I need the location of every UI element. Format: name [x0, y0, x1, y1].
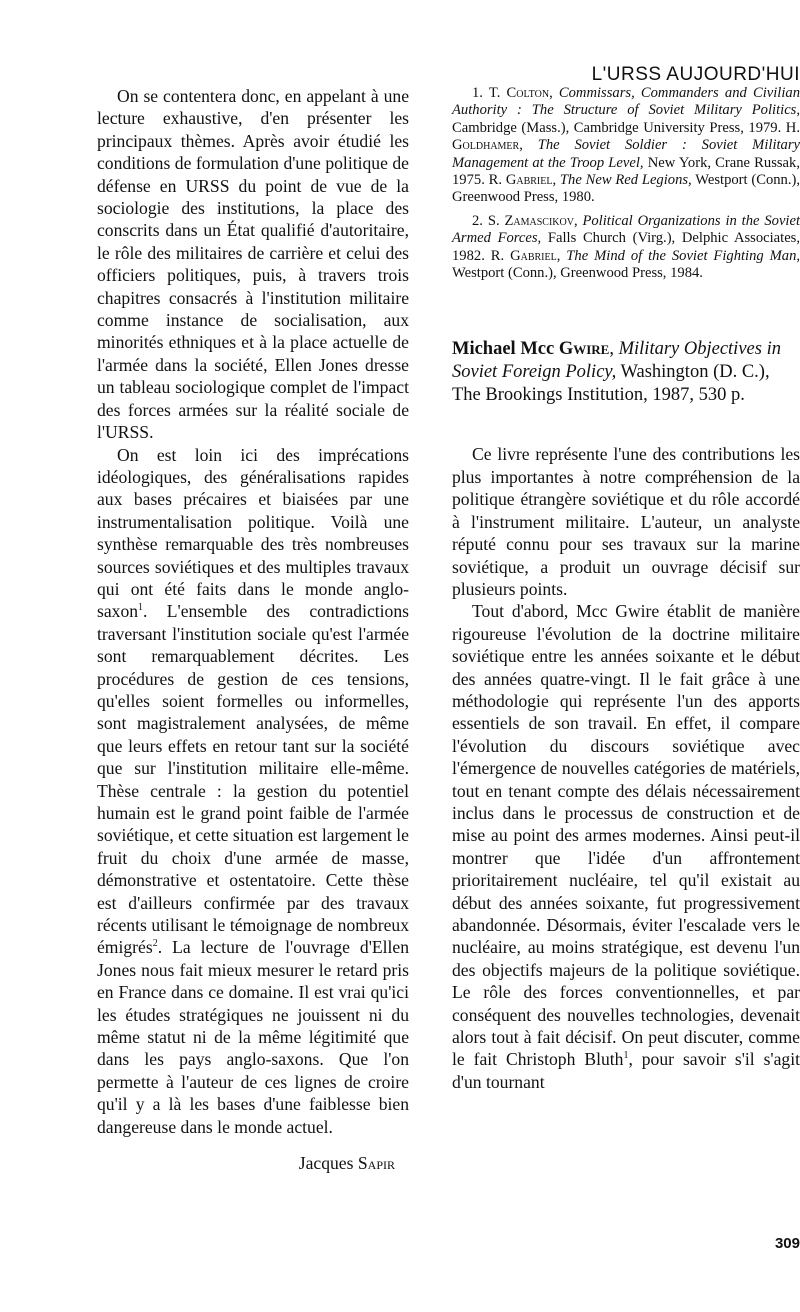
page-number: 309 — [774, 1235, 800, 1252]
running-head: L'URSS AUJOURD'HUI — [591, 64, 800, 85]
footnote-ref[interactable]: 1 — [623, 1050, 629, 1062]
footnote-ref[interactable]: 1 — [138, 602, 144, 614]
review-title: Military Objectives in Soviet Foreign Policy, — [452, 339, 781, 383]
review-heading: Michael Mcc Gwire, Military Objectives in Soviet Foreign Policy, Washington (D. C.), The Brookings Institution, 1987, 530 p. — [452, 339, 781, 406]
review-paragraph: Ce livre représente l'une des contributions les plus importantes à notre compréhension de la politique étrangère soviétique et du rôle accordé à l'instrument militaire. L'auteur, un analyste réputé connu pour ses travaux sur la marine soviétique, a produit un ouvrage décisif sur plusieurs points. — [452, 444, 800, 599]
footnote: 2. S. Zamascikov, Political Organizations in the Soviet Armed Forces, Falls Church (Virg.), Delphic Associates, 1982. R. Gabriel, The Mind of the Soviet Fighting Man, Westport (Conn.), Greenwood Press, 1984. — [452, 212, 800, 282]
review-publication: Washington (D. C.), The Brookings Institution, 1987, 530 p. — [452, 362, 770, 406]
review-paragraph: Tout d'abord, Mcc Gwire établit de manière rigoureuse l'évolution de la doctrine militaire soviétique entre les années soixante et le début des années quatre-vingt. Il le fait grâce à une méthodologie qui représente l'un des apports essentiels de son travail. En effet, il compare l'évolution du discours soviétique avec l'émergence de nouvelles catégories de matériels, tout en tenant compte des délais nécessairement inclus dans le processus de construction et de mise au point des armes modernes. Ainsi peut-il montrer que l'idée d'un affrontement prioritairement nucléaire, tel qu'il existait au début des années soixante, fut progressivement abandonnée. Désormais, éviter l'escalade vers le nucléaire, au moins stratégique, est devenu l'un des objectifs majeurs de la politique soviétique. Le rôle des forces conventionnelles, et par conséquent des nouvelles technologies, devenait alors tout à fait décisif. On peut discuter, comme le fait Christoph Bluth$^1$, pour savoir s'il s'agit d'un tournant — [452, 601, 800, 1092]
body-paragraph: On se contentera donc, en appelant à une lecture exhaustive, d'en présenter les principaux thèmes. Après avoir étudié les conditions de formulation d'une politique de défense en URSS du point de vue de la sociologie des institutions, la place des conscrits dans un État qualifié d'autoritaire, le rôle des militaires de carrière et celui des officiers politiques, puis, à travers trois chapitres consacrés à l'institution militaire comme instance de socialisation, aux minorités ethniques et à la place actuelle de l'armée dans la société, Ellen Jones dresse un tableau sociologique complet de l'impact des forces armées sur la réalité sociale de l'URSS. — [97, 86, 409, 443]
left-column — [97, 85, 409, 1174]
review-author: Michael Mcc Gwire — [452, 339, 610, 360]
right-column — [452, 85, 800, 1093]
footnote-ref[interactable]: 2 — [152, 938, 158, 950]
signature: Jacques Sapir — [298, 1153, 395, 1174]
footnotes — [452, 85, 800, 282]
body-paragraph: On est loin ici des imprécations idéologiques, des généralisations rapides aux bases précaires et biaisées par une instrumentalisation politique. Voilà une synthèse remarquable des très nombreuses sources soviétiques et des multiples travaux qui ont été faits dans le monde anglo-saxon$^1$. L'ensemble des contradictions traversant l'institution sociale qu'est l'armée sont remarquablement décrites. Les procédures de gestion de ces tensions, qu'elles soient formelles ou informelles, sont magistralement analysées, de même que leurs effets en retour tant sur la société que sur l'institution militaire elle-même. Thèse centrale : la gestion du potentiel humain est le grand point faible de l'armée soviétique, et cette situation est largement le fruit du choix d'une armée de masse, démonstrative et ostentatoire. Cette thèse est d'ailleurs confirmée par des travaux récents utilisant le témoignage de nombreux émigrés$^2$. La lecture de l'ouvrage d'Ellen Jones nous fait mieux mesurer le retard pris en France dans ce domaine. Il est vrai qu'ici les études stratégiques ne jouissent ni du même statut ni de la même légitimité que dans les pays anglo-saxons. Que l'on permette à l'auteur de ces lignes de croire qu'il y a là les bases d'une faiblesse bien dangereuse dans le monde actuel. — [97, 444, 409, 1137]
footnote: 1. T. Colton, Commissars, Commanders and Civilian Authority : The Structure of Soviet Military Politics, Cambridge (Mass.), Cambridge University Press, 1979. H. Goldhamer, The Soviet Soldier : Soviet Military Management at the Troop Level, New York, Crane Russak, 1975. R. Gabriel, The New Red Legions, Westport (Conn.), Greenwood Press, 1980. — [452, 85, 800, 206]
